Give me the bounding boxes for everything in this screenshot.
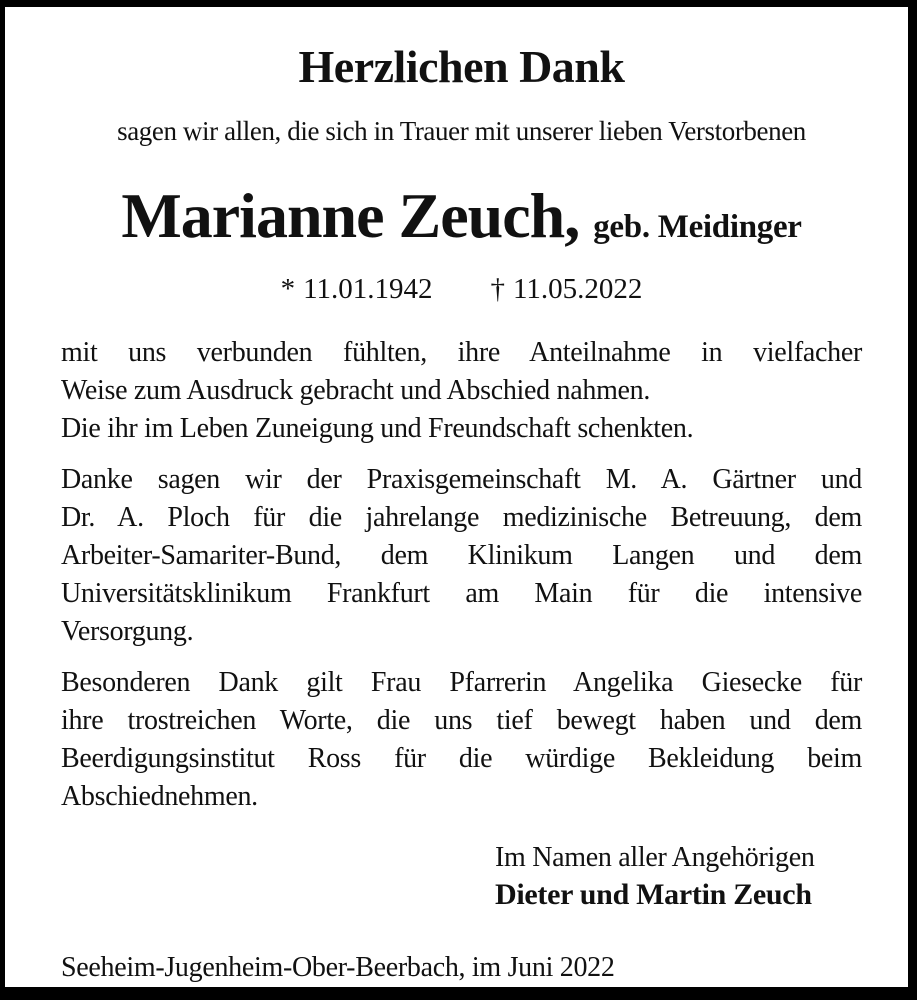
- paragraph-line: Arbeiter-Samariter-Bund, dem Klinikum Langen und dem: [61, 540, 862, 571]
- birth-date-item: [281, 272, 433, 306]
- place-date-line: Seeheim-Jugenheim-Ober-Beerbach, im Juni 2022: [61, 952, 615, 983]
- paragraph-pastor-thanks: [61, 664, 862, 816]
- paragraph-line: ihre trostreichen Worte, die uns tief bewegt haben und dem: [61, 705, 862, 736]
- deceased-name: Marianne Zeuch,: [121, 180, 580, 251]
- paragraph-medical-thanks: [61, 461, 862, 651]
- notice-title: Herzlichen Dank: [298, 41, 625, 92]
- paragraph-line: Abschiednehmen.: [61, 781, 258, 812]
- signature-on-behalf: Im Namen aller Angehörigen: [495, 842, 815, 873]
- notice-subtitle: sagen wir allen, die sich in Trauer mit unserer lieben Verstorbenen: [117, 116, 806, 146]
- life-dates-row: [61, 272, 862, 306]
- notice-content: [5, 7, 908, 987]
- birth-date: 11.01.1942: [303, 273, 433, 305]
- paragraph-line: mit uns verbunden fühlten, ihre Anteilnahme in vielfacher: [61, 337, 862, 368]
- paragraph-line: Dr. A. Ploch für die jahrelange medizinische Betreuung, dem: [61, 502, 862, 533]
- paragraph-line: Weise zum Ausdruck gebracht und Abschied nahmen.: [61, 375, 651, 406]
- signature-block: [495, 840, 862, 914]
- paragraph-line: Beerdigungsinstitut Ross für die würdige Bekleidung beim: [61, 743, 862, 774]
- paragraph-line: Universitätsklinikum Frankfurt am Main für die intensive: [61, 578, 862, 609]
- death-date: 11.05.2022: [513, 273, 643, 305]
- paragraph-line: Versorgung.: [61, 616, 194, 647]
- paragraph-line: Danke sagen wir der Praxisgemeinschaft M. A. Gärtner und: [61, 464, 862, 495]
- paragraph-condolence: [61, 334, 862, 448]
- death-cross-symbol: †: [490, 273, 505, 305]
- signature-names: Dieter und Martin Zeuch: [495, 878, 812, 911]
- paragraph-line: Die ihr im Leben Zuneigung und Freundschaft schenkten.: [61, 413, 694, 444]
- deceased-maiden-name: geb. Meidinger: [593, 209, 802, 245]
- paragraph-line: Besonderen Dank gilt Frau Pfarrerin Angelika Giesecke für: [61, 667, 862, 698]
- death-date-item: [491, 272, 643, 306]
- deceased-name-row: [61, 181, 862, 262]
- birth-asterisk-symbol: *: [280, 273, 296, 305]
